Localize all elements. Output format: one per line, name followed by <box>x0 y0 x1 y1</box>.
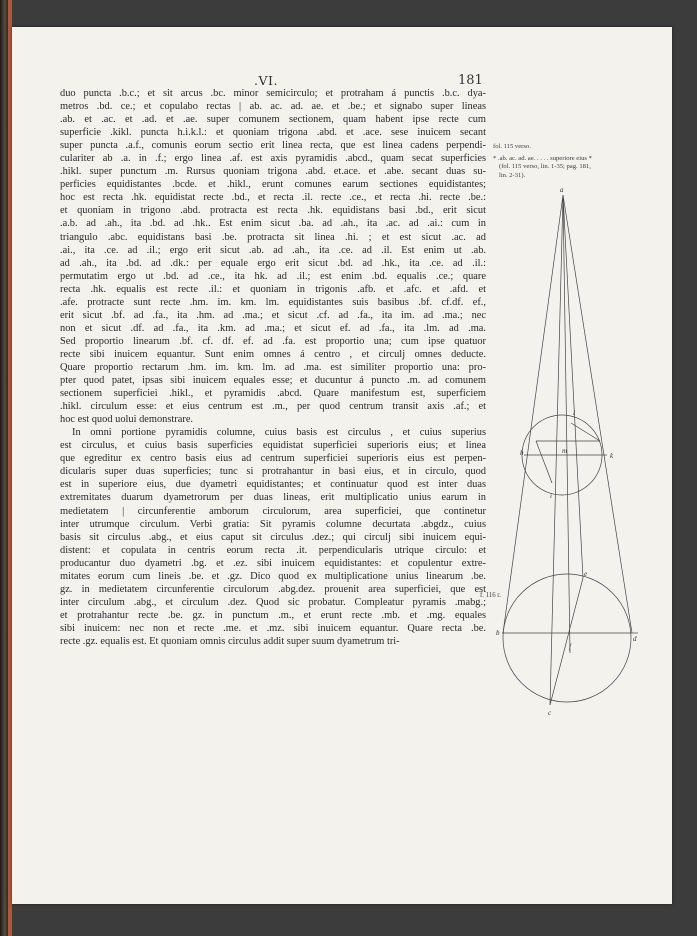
text-line: est circulus, et cuius basis superficies equidistat superficiei superioris eius; et linea <box>60 440 486 452</box>
text-line: gz. in medietatem circunferentie circulorum .abg.dez. prouenit area superficiei, que est <box>60 583 486 595</box>
text-line: .a.b. ad .ah., ita .bd. ad .hk.. Est enim sicut .ba. ad .ah., ita .ac. ad .ai.: cum in <box>60 218 486 230</box>
label-a: a <box>560 186 564 194</box>
lower-circle <box>503 574 631 702</box>
text-line: duo puncta .b.c.; et sit arcus .bc. minor semicirculo; et protraham á punctis .b.c. dya- <box>60 88 486 99</box>
label-e: e <box>584 570 588 578</box>
text-line: basis sit circulus .abg., et eius caput sit circulus .dez.; qui circulj sibi inuicem equi- <box>60 531 486 543</box>
text-line: extremitates duarum dyametrorum per duas lineas, erit multiplicatio unius earum in <box>60 492 486 504</box>
text-line: mitates eorum cum lineis .be. et .gz. Dico quod ex multiplicatione unius linearum .be. <box>60 570 486 582</box>
label-f: f <box>569 643 571 651</box>
text-line: In omni portione pyramidis columne, cuius basis est circulus , et cuius superius <box>72 427 486 439</box>
label-b: b <box>496 629 500 637</box>
geometric-figure <box>490 183 640 723</box>
margin-folio-ref: fol. 115 verso. <box>493 143 531 150</box>
text-line: metros .bd. ce.; et copulabo rectas | ab. ac. ad. ae. et .be.; et signabo super lineas <box>60 101 486 113</box>
chord-line <box>550 578 583 705</box>
text-line: culariter ab .a. in .f.; ergo linea .af. est axis pyramidis .abcd., quam secat superficies <box>60 153 486 165</box>
text-line: super puncta .a.f., comunis eorum sectio erit linea recta, que est linea cadens perpendi- <box>60 140 486 152</box>
label-k: k <box>610 452 614 460</box>
label-c: c <box>548 709 552 717</box>
text-line: recte sibi inuicem equantur. Sunt enim omnes á centro , et circulj omnes deducte. <box>60 348 486 360</box>
margin-note-line: (fol. 115 verso, lin. 1-35; pag. 181, <box>499 163 591 170</box>
label-i: i <box>550 492 552 500</box>
book-spine <box>0 0 8 936</box>
text-line: et protrahantur recte .be. gz. in punctum .m., et erunt recte .mb. et .mg. equales <box>60 609 486 621</box>
text-line: ad .ah., ita .bd. ad .dk.: per equale ergo erit sicut .bd. ad .hk., ita .ce. ad .il.: <box>60 257 486 269</box>
text-line: sibi inuicem: nec non et recte .me. et .mz. sibi inuicem equantur. Quare recta .be. <box>60 622 486 634</box>
chord-line <box>536 441 552 483</box>
text-line: hoc est recta .hk. equidistat recte .bd., et recta .il. recte .ce., et recta .hi. recte .be.: <box>60 192 486 204</box>
text-line: distent: et copulata in centris eorum recta .it. perpendicularis utrique circulo: et <box>60 544 486 556</box>
text-line: Sed proportio linearum .bf. cf. df. ef. ad .fa. est proportio una; cum ipse quatuor <box>60 335 486 347</box>
label-l: l <box>573 409 575 417</box>
text-line: medietatem | circunferentie amborum circulorum, area superficiei, que continetur <box>60 505 486 517</box>
text-line: Quare proportio rectarum .hm. im. km. lm. ad .ma. est similiter proportio una: pro- <box>60 361 486 373</box>
text-line: erit sicut .bf. ad .fa., ita .hm. ad .ma.; et sicut .cf. ad .fa., ita im. ad .ma.; nec <box>60 309 486 321</box>
text-line: .hikl. super punctum .m. Rursus quoniam trigona .abd. et.ace. et .abe. secant duas su- <box>60 166 486 178</box>
text-line: .hikl. circulum esse: et eius centrum est .m., per quod centrum transit axis .af.; et <box>60 401 486 413</box>
text-line: hoc est quod uolui demonstrare. <box>60 414 194 426</box>
text-line: superficie .kikl. puncta h.i.k.l.: et quoniam trigona .abd. et .ace. sese inuicem secant <box>60 127 486 139</box>
margin-notes <box>493 143 625 180</box>
main-text <box>60 87 486 648</box>
text-line: .ab. et .ac. et .ad. et .ae. super comunem sectionem, quam habent ipse recte cum <box>60 114 486 126</box>
text-line: recta .hk. equalis est recte .il.: et quoniam in trigonis .afb. et .afc. et .afd. et <box>60 283 486 295</box>
margin-note-line: lin. 2-31). <box>499 171 526 179</box>
text-line: perficies equidistantes .bcde. et .hikl., erunt comunes earum sectiones equidistantes; <box>60 179 486 191</box>
text-line: inter circulum .abg., et circulum .dez. Quod sic probatur. Compleatur pyramis .mabg.; <box>60 596 486 608</box>
label-h: h <box>520 449 524 457</box>
text-line: dicularis super duas superficies; tunc si protrahantur in basi eius, et in circulo, quod <box>60 466 486 478</box>
text-line: sectionem superficiei .hikl., et pyramidis .abcd. Quare manifestum est, superficiem <box>60 388 486 400</box>
text-line: permutatim ergo ut .bd. ad .ce., ita hk. ad .il.; est enim .bd. equalis .ce.; quare <box>60 270 486 282</box>
text-line: producantur duo dyametri .bg. et .ez. sibi inuicem equidistantes: et copulentur extre- <box>60 557 486 569</box>
label-d: d <box>633 635 637 643</box>
section-header: .VI. <box>254 73 278 88</box>
margin-note-line: * .ab. ac. ad. ae. . . . . superiore eius * <box>493 154 592 162</box>
folio-mark: f. 116 r. <box>480 592 501 599</box>
text-line: non et sicut .df. ad .fa., ita .km. ad .ma.; et sicut ef. ad .fa., ita .lm. ad .ma. <box>60 322 486 334</box>
text-line: .afe. protracte sunt recte .hm. im. km. lm. equidistantes suis basibus .bf. cf.df. ef., <box>60 296 486 308</box>
text-line: que egreditur ex centro basis eius ad centrum superficiei superioris eius est perpen- <box>60 453 486 465</box>
text-line: .ai., ita .ce. ad .il.; ergo erit sicut .ab. ad .ah., ita .ce. ad .il. Est enim ut .ab. <box>60 244 486 256</box>
text-line: pter quod patet, ipsas sibi inuicem equales esse; et ducuntur á puncto .m. ad comunem <box>60 375 486 387</box>
cone-line <box>503 195 563 633</box>
text-line: inter utrumque circulum. Verbi gratia: Sit pyramis columne decurtata .abgdz., cuius <box>60 518 486 530</box>
text-line: triangulo .abc. equidistans basi .be. protracta sit linea .hi. ; et est sicut .ac. ad <box>60 231 486 243</box>
page-number: 181 <box>458 73 483 88</box>
text-line: recte .gz. equalis est. Et quoniam omnis circulus addit super suum dyametrum tri- <box>60 635 400 647</box>
text-line: est in superiore eius, due dyametri equidistantes; et continuatur quod est inter duas <box>60 479 486 491</box>
text-line: et quoniam in trigono .abd. protracta est recta .hk. equidistans basi .bd., erit sicut <box>60 205 486 217</box>
label-m: m <box>562 447 568 455</box>
